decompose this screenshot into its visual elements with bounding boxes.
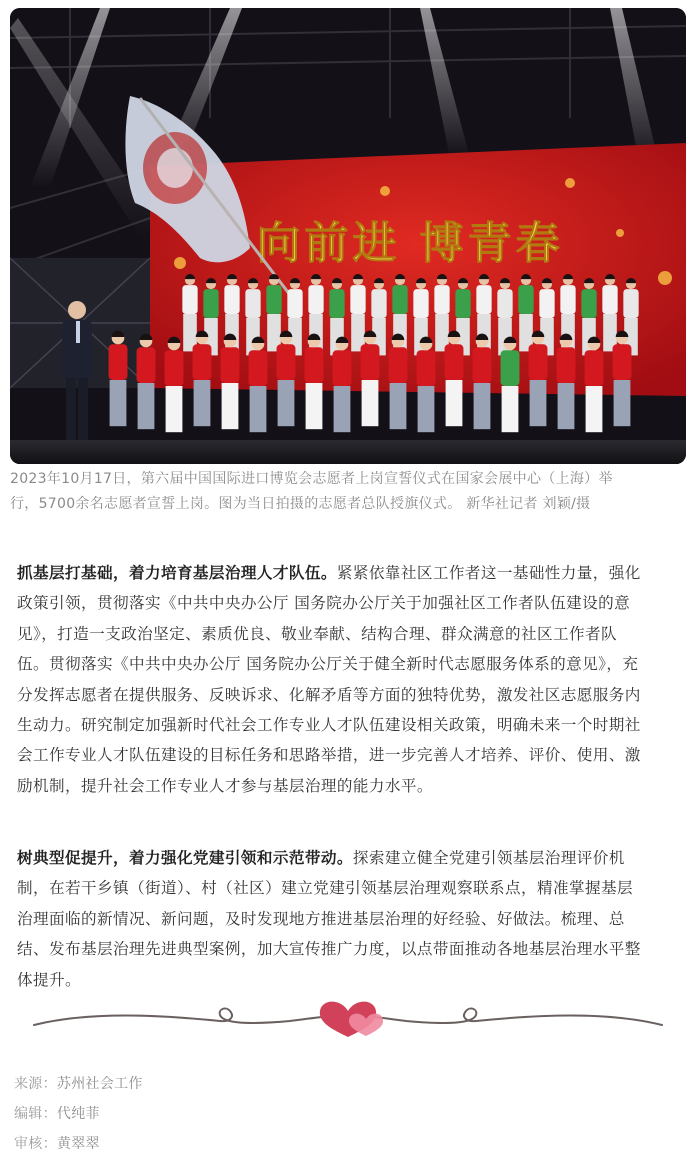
paragraph-line: 励机制，提升社会工作专业人才参与基层治理的能力水平。 xyxy=(17,776,433,795)
banner-text: 向前进 博青春 xyxy=(256,218,564,269)
paragraph-line: 政策引领，贯彻落实《中共中央办公厅 国务院办公厅关于加强社区工作者队伍建设的意 xyxy=(17,594,631,613)
article-paragraph-1 xyxy=(17,558,681,801)
source-line xyxy=(14,1073,143,1093)
paragraph-line: 见》，打造一支政治坚定、素质优良、敬业奉献、结构合理、群众满意的社区工作者队 xyxy=(17,624,617,643)
heart-ribbon-icon xyxy=(30,985,666,1045)
editor-label: 编辑： xyxy=(14,1106,57,1122)
caption-line: 2023年10月17日，第六届中国国际进口博览会志愿者上岗宣誓仪式在国家会展中心（上海）举 xyxy=(10,471,613,487)
paragraph-lead: 树典型促提升，着力强化党建引领和示范带动。 xyxy=(17,849,353,867)
paragraph-text: 探索建立健全党建引领基层治理评价机 xyxy=(352,849,625,867)
paragraph-line: 伍。贯彻落实《中共中央办公厅 国务院办公厅关于健全新时代志愿服务体系的意见》，充 xyxy=(17,655,639,674)
source-value: 苏州社会工作 xyxy=(56,1076,143,1092)
paragraph-line xyxy=(17,843,681,873)
caption-line: 行，5700余名志愿者宣誓上岗。图为当日拍摄的志愿者总队授旗仪式。 新华社记者 刘颖/摄 xyxy=(10,496,591,512)
paragraph-line: 分发挥志愿者在提供服务、反映诉求、化解矛盾等方面的独特优势，激发社区志愿服务内 xyxy=(17,685,641,704)
ceremony-photo xyxy=(10,8,686,464)
paragraph-text: 紧紧依靠社区工作者这一基础性力量，强化 xyxy=(336,564,641,582)
paragraph-line xyxy=(17,558,681,588)
reviewer-value: 黄翠翠 xyxy=(56,1136,100,1152)
photo-caption xyxy=(10,467,686,517)
editor-line xyxy=(14,1103,100,1123)
paragraph-line: 制，在若干乡镇（街道）、村（社区）建立党建引领基层治理观察联系点，精准掌握基层 xyxy=(17,879,633,898)
paragraph-lead: 抓基层打基础，着力培育基层治理人才队伍。 xyxy=(17,564,337,582)
paragraph-line: 结、发布基层治理先进典型案例，加大宣传推广力度，以点带面推动各地基层治理水平整 xyxy=(17,940,641,959)
paragraph-line: 生动力。研究制定加强新时代社会工作专业人才队伍建设相关政策，明确未来一个时期社 xyxy=(17,716,641,735)
paragraph-line: 体提升。 xyxy=(17,970,81,989)
source-label: 来源： xyxy=(14,1076,57,1092)
reviewer-line xyxy=(14,1133,100,1153)
article-paragraph-2 xyxy=(17,843,681,995)
paragraph-line: 会工作专业人才队伍建设的目标任务和思路举措，进一步完善人才培养、评价、使用、激 xyxy=(17,746,641,765)
editor-value: 代纯菲 xyxy=(56,1106,100,1122)
reviewer-label: 审核： xyxy=(14,1136,57,1152)
paragraph-line: 治理面临的新情况、新问题，及时发现地方推进基层治理的好经验、好做法。梳理、总 xyxy=(17,909,625,928)
